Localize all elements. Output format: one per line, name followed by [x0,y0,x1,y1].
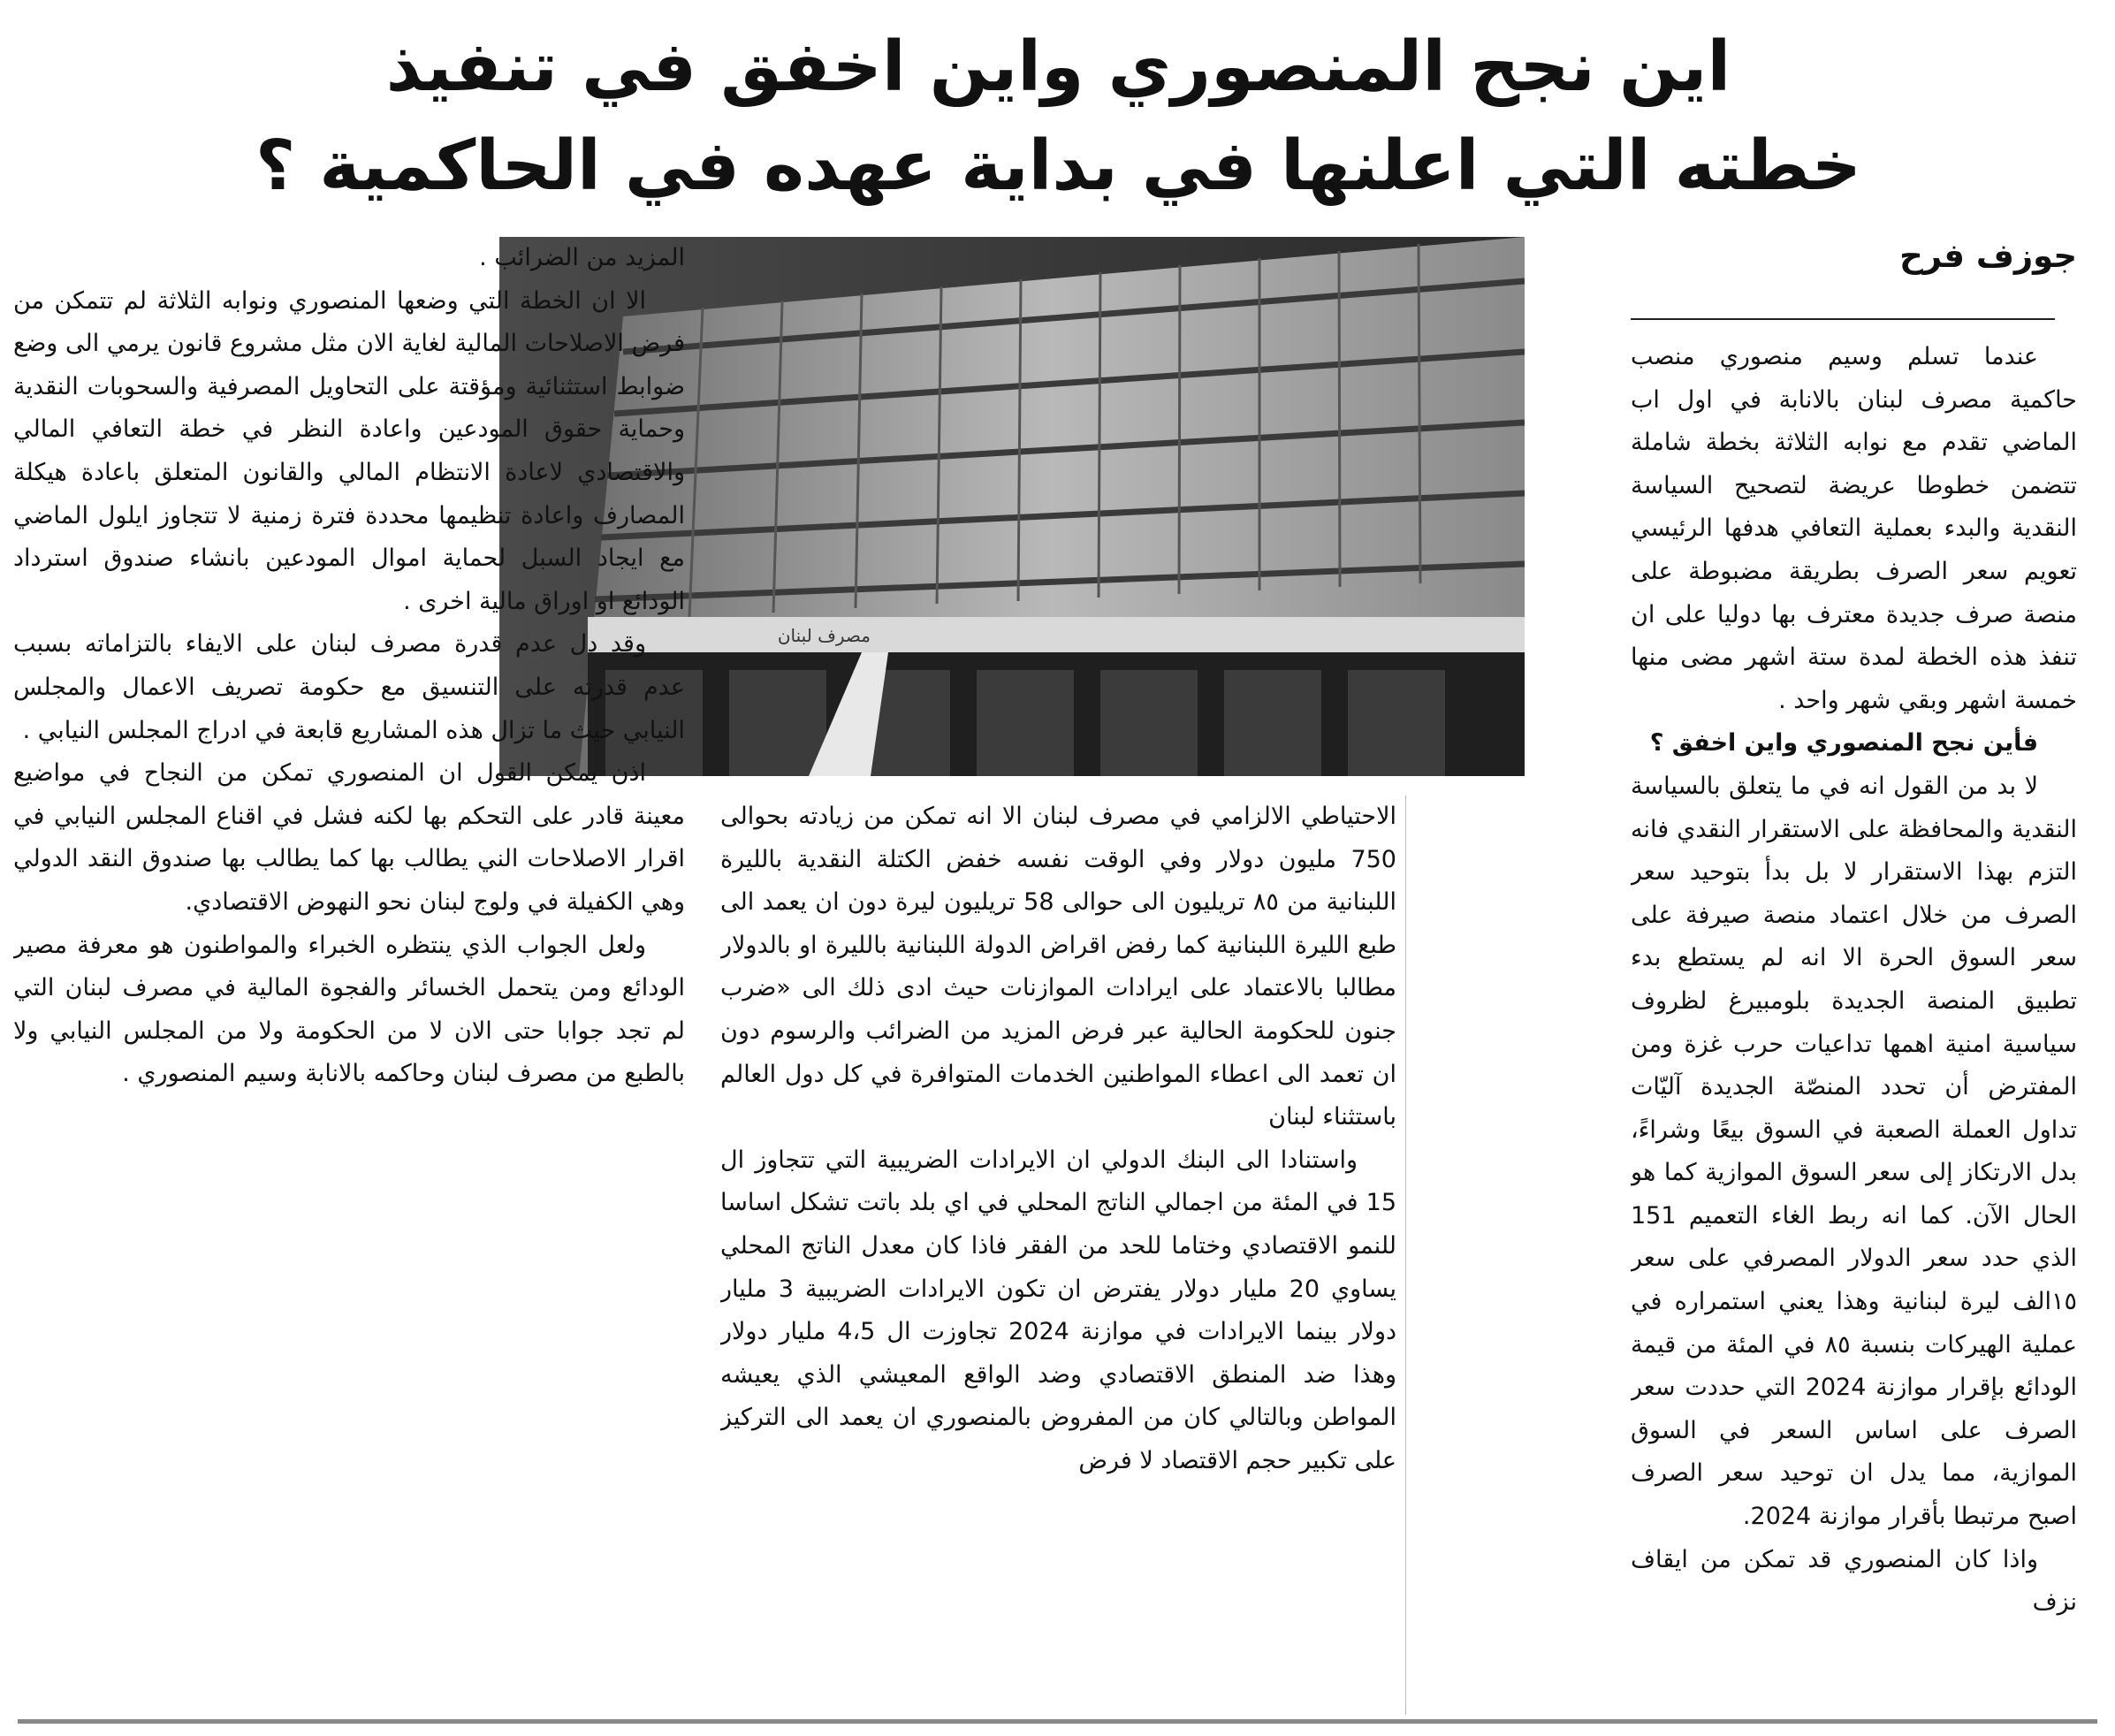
paragraph: عندما تسلم وسيم منصوري منصب حاكمية مصرف لبنان بالانابة في اول اب الماضي تقدم مع نوابه الثلاثة بخطة شاملة تتضمن خطوطا عريضة لتصحيح السياسة النقدية والبدء بعملية التعافي هدفها الرئيسي تعويم سعر الصرف بطريقة مضبوطة على منصة صرف جديدة معترف بها دوليا على ان تنفذ هذه الخطة لمدة ستة اشهر مضى منها خمسة اشهر وبقي شهر واحد . [1631,343,2077,714]
headline [88,18,2028,216]
paragraph: وقد دل عدم قدرة مصرف لبنان على الايفاء بالتزاماته بسبب عدم قدرته على التنسيق مع حكومة تصريف الاعمال والمجلس النيابي حيث ما تزال هذه المشاريع قابعة في ادراج المجلس النيابي . [13,630,685,744]
headline-line-1: اين نجح المنصوري واين اخفق في تنفيذ [385,27,1731,107]
author-byline: جوزف فرح [1899,237,2077,275]
paragraph: اذن يمكن القول ان المنصوري تمكن من النجاح في مواضيع معينة قادر على التحكم بها لكنه فشل في اقناع المجلس النيابي في اقرار الاصلاحات الني يطالب بها كما يطالب بها صندوق النقد الدولي وهي الكفيلة في ولوج لبنان نحو النهوض الاقتصادي. [13,759,685,916]
subheading: فأين نجح المنصوري واين اخفق ؟ [1649,729,2038,758]
paragraph: لا بد من القول انه في ما يتعلق بالسياسة النقدية والمحافظة على الاستقرار النقدي فانه التزم بهذا الاستقرار لا بل بدأ بتوحيد سعر الصرف من خلال اعتماد منصة صيرفة على سعر السوق الحرة الا انه لم يستطع بدء تطبيق المنصة الجديدة بلومبيرغ لظروف سياسية امنية اهمها تداعيات حرب غزة ومن المفترض أن تحدد المنصّة الجديدة آليّات تداول العملة الصعبة في السوق بيعًا وشراءً، بدل الارتكاز إلى سعر السوق الموازية كما هو الحال الآن. كما انه ربط الغاء التعميم 151 الذي حدد سعر الدولار المصرفي على سعر ١٥الف ليرة لبنانية وهذا يعني استمراره في عملية الهيركات بنسبة ٨٥ في المئة من قيمة الودائع بإقرار موازنة 2024 التي حددت سعر الصرف على اساس السعر في السوق الموازية، مما يدل ان توحيد سعر الصرف اصبح مرتبطا بأقرار موازنة 2024. [1631,772,2077,1531]
byline-divider [1631,318,2055,320]
column-divider [1405,796,1406,1715]
paragraph: ولعل الجواب الذي ينتظره الخبراء والمواطنون هو معرفة مصير الودائع ومن يتحمل الخسائر والفجوة المالية في مصرف لبنان التي لم تجد جوابا حتى الان لا من الحكومة ولا من المجلس النيابي ولا بالطبع من مصرف لبنان وحاكمه بالانابة وسيم المنصوري . [13,931,685,1088]
paragraph: واستنادا الى البنك الدولي ان الايرادات الضريبية التي تتجاوز ال 15 في المئة من اجمالي الناتج المحلي في اي بلد باتت تشكل اساسا للنمو الاقتصادي وختاما للحد من الفقر فاذا كان معدل الناتج المحلي يساوي 20 مليار دولار يفترض ان تكون الايرادات الضريبية 3 مليار دولار بينما الايرادات في موازنة 2024 تجاوزت ال 4،5 مليار دولار وهذا ضد المنطق الاقتصادي وضد الواقع المعيشي الذي يعيشه المواطن وبالتالي كان من المفروض بالمنصوري ان يعمد الى التركيز على تكبير حجم الاقتصاد لا فرض [720,1146,1396,1474]
paragraph: الا ان الخطة التي وضعها المنصوري ونوابه الثلاثة لم تتمكن من فرض الاصلاحات المالية لغاية الان مثل مشروع قانون يرمي الى وضع ضوابط استثنائية ومؤقتة على التحاويل المصرفية والسحوبات النقدية وحماية حقوق المودعين واعادة النظر في خطة التعافي المالي والاقتصادي لاعادة الانتظام المالي والقانون المتعلق باعادة هيكلة المصارف واعادة تنظيمها محددة فترة زمنية لا تتجاوز ايلول الماضي مع ايجاد السبل لحماية اموال المودعين بانشاء صندوق استرداد الودائع او اوراق مالية اخرى . [13,286,685,615]
article-column-right [1631,336,2077,1715]
article-column-middle [720,796,1396,1715]
headline-line-2: خطته التي اعلنها في بداية عهده في الحاكمية ؟ [255,126,1861,206]
page-bottom-rule [18,1719,2097,1724]
paragraph: المزيد من الضرائب . [479,244,685,271]
article-column-left [13,237,685,1715]
paragraph: الاحتياطي الالزامي في مصرف لبنان الا انه تمكن من زيادته بحوالى 750 مليون دولار وفي الوقت نفسه خفض الكتلة النقدية بالليرة اللبنانية من ٨٥ تريليون الى حوالى 58 تريليون ليرة دون ان يعمد الى طبع الليرة اللبنانية كما رفض اقراض الدولة اللبنانية بالليرة او بالدولار مطالبا بالاعتماد على ايرادات الموازنات حيث ادى ذلك الى «ضرب جنون للحكومة الحالية عبر فرض المزيد من الضرائب والرسوم دون ان تعمد الى اعطاء المواطنين الخدمات المتوافرة في كل دول العالم باستثناء لبنان [720,803,1396,1131]
paragraph: واذا كان المنصوري قد تمكن من ايقاف نزف [1631,1545,2077,1617]
photo-banner-text: مصرف لبنان [777,625,871,646]
